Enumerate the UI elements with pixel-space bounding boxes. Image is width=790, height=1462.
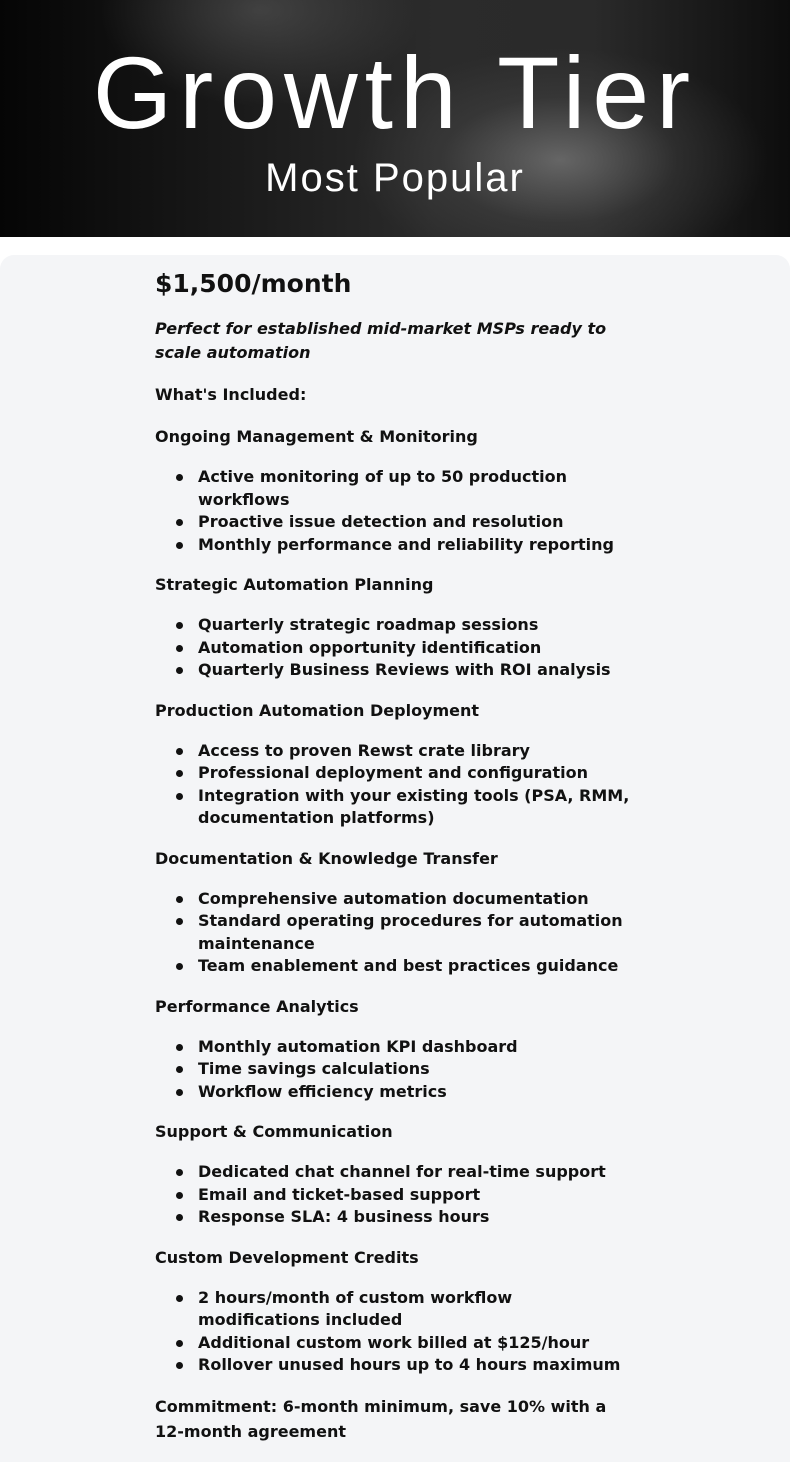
bullet-icon	[176, 1044, 183, 1051]
list-item-text: Integration with your existing tools (PSA, RMM, documentation platforms)	[198, 785, 630, 827]
list-item-text: Response SLA: 4 business hours	[198, 1207, 490, 1226]
bullet-icon	[176, 1295, 183, 1302]
list-item	[155, 762, 635, 785]
bullet-icon	[176, 542, 183, 549]
bullet-icon	[176, 1089, 183, 1096]
list-item	[155, 1206, 635, 1229]
list-item	[155, 466, 635, 511]
bullet-icon	[176, 645, 183, 652]
list-item	[155, 785, 635, 830]
list-item-text: Additional custom work billed at $125/hour	[198, 1332, 590, 1352]
list-item-text: Monthly performance and reliability reporting	[198, 534, 614, 554]
list-item	[155, 534, 635, 557]
section-title: Ongoing Management & Monitoring	[155, 427, 478, 446]
hero-banner	[0, 0, 790, 237]
plan-price: $1,500/month	[155, 269, 352, 298]
list-item	[155, 1184, 635, 1207]
bullet-icon	[176, 1066, 183, 1073]
list-item-text: Team enablement and best practices guidance	[198, 956, 619, 975]
bullet-icon	[176, 748, 183, 755]
commitment-note: Commitment: 6-month minimum, save 10% with a 12-month agreement	[155, 1396, 607, 1441]
section-title: Performance Analytics	[155, 996, 359, 1016]
list-item	[155, 659, 635, 682]
bullet-icon	[176, 622, 183, 629]
bullet-icon	[176, 474, 183, 481]
list-item-text: Rollover unused hours up to 4 hours maximum	[198, 1355, 621, 1374]
feature-list	[155, 466, 635, 556]
list-item-text: Time savings calculations	[198, 1059, 430, 1078]
included-label: What's Included:	[155, 385, 307, 404]
bullet-icon	[176, 918, 183, 925]
bullet-icon	[176, 896, 183, 903]
feature-list	[155, 740, 635, 830]
section-title: Strategic Automation Planning	[155, 575, 434, 594]
list-item-text: Proactive issue detection and resolution	[198, 512, 564, 531]
list-item-text: Quarterly Business Reviews with ROI analysis	[198, 660, 611, 679]
list-item-text: Access to proven Rewst crate library	[198, 740, 530, 760]
list-item	[155, 1354, 635, 1377]
hero-title: Growth Tier	[92, 36, 698, 150]
hero-subtitle: Most Popular	[265, 156, 525, 200]
list-item	[155, 1036, 635, 1059]
list-item	[155, 740, 635, 763]
bullet-icon	[176, 1214, 183, 1221]
list-item	[155, 637, 635, 660]
bullet-icon	[176, 519, 183, 526]
list-item-text: Comprehensive automation documentation	[198, 888, 589, 908]
list-item-text: Monthly automation KPI dashboard	[198, 1036, 518, 1056]
bullet-icon	[176, 1362, 183, 1369]
feature-list	[155, 888, 635, 978]
list-item-text: Automation opportunity identification	[198, 637, 542, 657]
plan-details	[155, 268, 635, 1444]
list-item-text: 2 hours/month of custom workflow modifications included	[198, 1287, 513, 1329]
bullet-icon	[176, 667, 183, 674]
bullet-icon	[176, 793, 183, 800]
section-title: Production Automation Deployment	[155, 700, 480, 720]
list-item	[155, 1332, 635, 1355]
list-item	[155, 1081, 635, 1104]
section-title: Documentation & Knowledge Transfer	[155, 848, 498, 868]
bullet-icon	[176, 1192, 183, 1199]
bullet-icon	[176, 963, 183, 970]
feature-list	[155, 614, 635, 682]
list-item	[155, 888, 635, 911]
feature-list	[155, 1036, 635, 1104]
list-item	[155, 614, 635, 637]
list-item-text: Professional deployment and configuration	[198, 763, 588, 782]
list-item	[155, 1287, 635, 1332]
list-item-text: Dedicated chat channel for real-time support	[198, 1162, 606, 1181]
feature-list	[155, 1161, 635, 1229]
list-item-text: Workflow efficiency metrics	[198, 1081, 447, 1101]
bullet-icon	[176, 770, 183, 777]
feature-list	[155, 1287, 635, 1377]
section-title: Support & Communication	[155, 1122, 393, 1141]
list-item-text: Quarterly strategic roadmap sessions	[198, 615, 539, 634]
list-item-text: Standard operating procedures for automation maintenance	[198, 911, 623, 953]
section-title: Custom Development Credits	[155, 1247, 419, 1267]
bullet-icon	[176, 1340, 183, 1347]
list-item	[155, 1058, 635, 1081]
feature-sections	[155, 425, 635, 1377]
plan-tagline: Perfect for established mid-market MSPs ready to scale automation	[155, 319, 607, 362]
bullet-icon	[176, 1169, 183, 1176]
list-item	[155, 1161, 635, 1184]
list-item-text: Active monitoring of up to 50 production workflows	[198, 467, 567, 509]
list-item	[155, 511, 635, 534]
list-item	[155, 910, 635, 955]
list-item-text: Email and ticket-based support	[198, 1184, 481, 1204]
list-item	[155, 955, 635, 978]
